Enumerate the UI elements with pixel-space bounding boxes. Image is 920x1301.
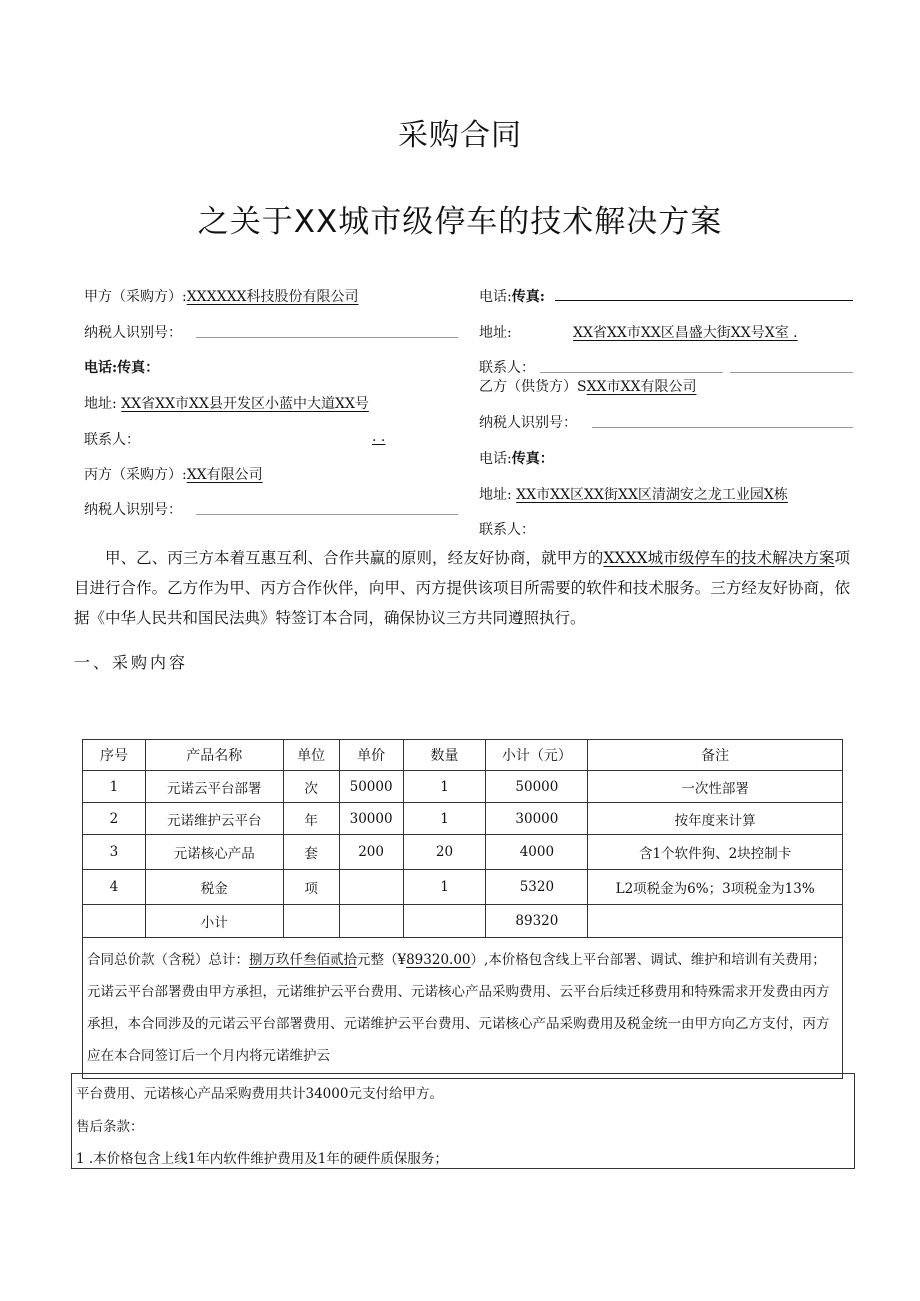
party-a-address-label: 地址: <box>84 396 117 412</box>
party-a-label: 甲方（采购方）: <box>84 289 187 305</box>
contract-total-note <box>83 938 843 1079</box>
party-a-right-contact-label: 联系人： <box>479 360 535 376</box>
table-row <box>83 870 843 905</box>
cell-qty: 1 <box>403 870 486 905</box>
table-row <box>83 803 843 835</box>
party-b-name: XX市XX有限公司 <box>586 379 697 395</box>
continuation-box <box>71 1073 855 1169</box>
note-rest: ）,本价格包含线上平台部署、调试、维护和培训有关费用；元诺云平台部署费由甲方承担，元诺维护云平台费用、元诺核心产品采购费用、云平台后续迁移费用和特殊需求开发费由丙方承担，本合同涉及的元诺云平台部署费用、元诺维护云平台费用、元诺核心产品采购费用及税金统一由甲方向乙方支付，丙方应在本合同签订后一个月内将元诺维护云 <box>87 952 830 1064</box>
cell-subtotal: 50000 <box>486 771 588 803</box>
cell-unit: 套 <box>283 835 339 870</box>
party-a-address-row <box>84 393 369 413</box>
subtotal-label: 小计 <box>145 905 283 938</box>
col-header-index: 序号 <box>83 740 146 771</box>
after-sales-heading: 售后条款： <box>76 1119 144 1135</box>
cell-remark: 含1个软件狗、2块控制卡 <box>588 835 843 870</box>
party-b-label: 乙方（供货方）S <box>479 379 587 395</box>
cell-price: 200 <box>339 835 403 870</box>
document-title: 采购合同 <box>398 118 522 153</box>
cell-product: 元诺云平台部署 <box>145 771 283 803</box>
cell-remark: 按年度来计算 <box>588 803 843 835</box>
party-c-name: XX有限公司 <box>186 467 263 483</box>
cell-unit: 项 <box>283 870 339 905</box>
cell-product: 元诺核心产品 <box>145 835 283 870</box>
intro-part2: 项目进行合作。乙方作为甲、丙方合作伙伴，向甲、丙方提供该项目所需要的软件和技术服务。三方经友好协商，依据《中华人民共和国民法典》特签订本合同，确保协议三方共同遵照执行。 <box>74 549 850 627</box>
cell-qty: 20 <box>403 835 486 870</box>
table-row <box>83 771 843 803</box>
cell-remark: 一次性部署 <box>588 771 843 803</box>
party-a-row <box>84 286 359 306</box>
cell-subtotal: 30000 <box>486 803 588 835</box>
table-row <box>83 835 843 870</box>
party-b-address-label: 地址: <box>479 487 512 503</box>
note-amount-number: 89320.00 <box>406 952 471 968</box>
party-a-right-phone-label: 电话: <box>479 289 512 305</box>
section-heading: 一、采购内容 <box>74 653 189 672</box>
intro-paragraph <box>74 543 850 633</box>
party-b-phone-label: 电话: <box>479 451 512 467</box>
cell-price: 30000 <box>339 803 403 835</box>
table-subtotal-row <box>83 905 843 938</box>
party-c-row <box>84 464 263 484</box>
party-b-address-row <box>479 484 788 504</box>
cell-empty <box>588 905 843 938</box>
party-a-right-phone-row <box>479 286 545 306</box>
party-b-tax-label: 纳税人识别号： <box>479 415 577 431</box>
cell-subtotal: 4000 <box>486 835 588 870</box>
party-a-tax-blank <box>196 337 458 338</box>
party-c-tax-blank <box>196 514 458 515</box>
col-header-price: 单价 <box>339 740 403 771</box>
cell-index: 4 <box>83 870 146 905</box>
cell-index: 3 <box>83 835 146 870</box>
intro-project-name: XXXX城市级停车的技术解决方案 <box>603 549 835 567</box>
cell-price: 50000 <box>339 771 403 803</box>
cell-index: 1 <box>83 771 146 803</box>
party-c-label: 丙方（采购方）: <box>84 467 187 483</box>
cell-subtotal: 5320 <box>486 870 588 905</box>
party-a-right-fax-label: 传真: <box>511 289 545 305</box>
party-a-name: XXXXXX科技股份有限公司 <box>186 289 359 305</box>
document-subtitle: 之关于XX城市级停车的技术解决方案 <box>197 204 723 240</box>
continuation-line-1: 平台费用、元诺核心产品采购费用共计34000元支付给甲方。 <box>76 1086 443 1102</box>
cell-empty <box>83 905 146 938</box>
cell-empty <box>283 905 339 938</box>
cell-price <box>339 870 403 905</box>
party-b-contact-label: 联系人： <box>479 522 535 538</box>
party-a-right-contact-blank-1 <box>540 372 723 373</box>
cell-empty <box>339 905 403 938</box>
party-c-tax-label: 纳税人识别号： <box>84 502 182 518</box>
party-a-phone-fax: 电话:传真： <box>84 360 160 376</box>
party-a-contact-label: 联系人： <box>84 432 140 448</box>
subtotal-value: 89320 <box>486 905 588 938</box>
party-a-tax-label: 纳税人识别号： <box>84 325 182 341</box>
cell-product: 税金 <box>145 870 283 905</box>
note-prefix: 合同总价款（含税）总计： <box>87 952 249 968</box>
party-a-right-address-label: 地址: <box>479 325 512 341</box>
col-header-remark: 备注 <box>588 740 843 771</box>
party-a-address: XX省XX市XX县开发区小蓝中大道XX号 <box>121 396 369 412</box>
col-header-qty: 数量 <box>403 740 486 771</box>
cell-index: 2 <box>83 803 146 835</box>
table-header-row <box>83 740 843 771</box>
party-b-row <box>479 376 696 396</box>
cell-unit: 次 <box>283 771 339 803</box>
party-b-fax-label: 传真： <box>511 451 554 467</box>
cell-remark: L2项税金为6%；3项税金为13% <box>588 870 843 905</box>
party-b-address: XX市XX区XX街XX区清湖安之龙工业园X栋 <box>516 487 788 503</box>
col-header-unit: 单位 <box>283 740 339 771</box>
cell-unit: 年 <box>283 803 339 835</box>
table-note-row <box>83 938 843 1079</box>
party-b-tax-blank <box>592 427 853 428</box>
note-amount-words: 捌万玖仟叁佰贰拾 <box>249 952 357 968</box>
purchase-table <box>82 739 843 1079</box>
cell-empty <box>403 905 486 938</box>
party-a-contact-value: . . <box>372 429 386 445</box>
party-a-right-contact-blank-2 <box>730 372 853 373</box>
after-sales-item-1: 1 .本价格包含上线1年内软件维护费用及1年的硬件质保服务； <box>76 1151 448 1167</box>
note-mid: 元整（¥ <box>357 952 407 968</box>
cell-qty: 1 <box>403 803 486 835</box>
cell-qty: 1 <box>403 771 486 803</box>
intro-part1: 甲、乙、丙三方本着互惠互利、合作共赢的原则，经友好协商，就甲方的 <box>105 549 604 567</box>
cell-product: 元诺维护云平台 <box>145 803 283 835</box>
party-a-right-address: XX省XX市XX区昌盛大街XX号X室 . <box>573 325 798 341</box>
col-header-product: 产品名称 <box>145 740 283 771</box>
party-b-phone-row <box>479 448 554 468</box>
col-header-subtotal: 小计（元） <box>486 740 588 771</box>
party-a-right-phone-blank <box>555 300 853 301</box>
